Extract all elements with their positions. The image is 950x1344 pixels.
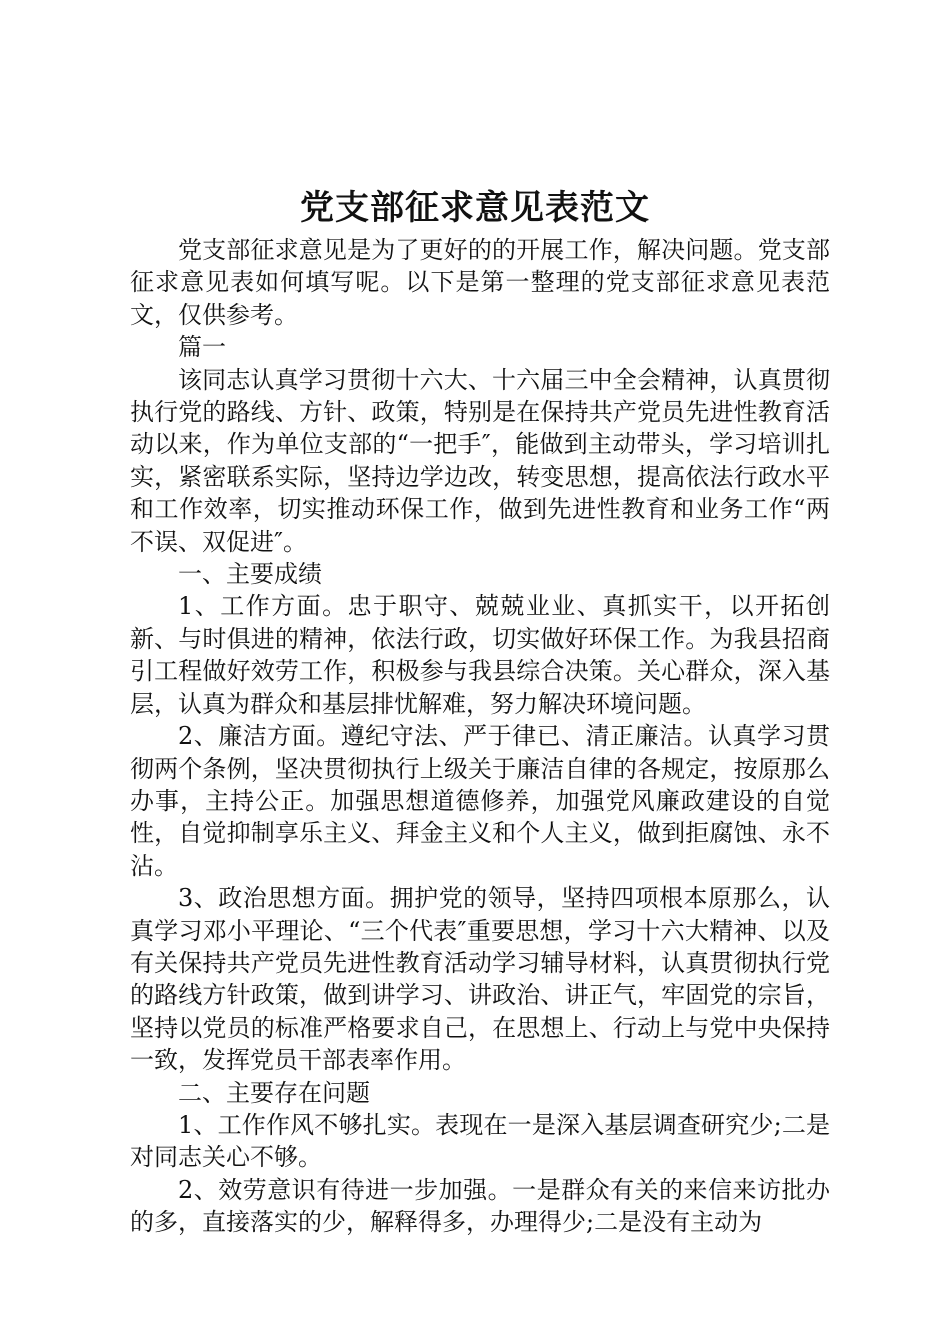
problem-service-paragraph: 2、效劳意识有待进一步加强。一是群众有关的来信来访批办的多，直接落实的少，解释得多，办理得少;二是没有主动为 (130, 1175, 830, 1237)
achievement-integrity-paragraph: 2、廉洁方面。遵纪守法、严于律已、清正廉洁。认真学习贯彻两个条例，坚决贯彻执行上级关于廉洁自律的各规定，按原那么办事，主持公正。加强思想道德修养，加强党风廉政建设的自觉性，自觉抑制享乐主义、拜金主义和个人主义，做到拒腐蚀、永不沾。 (130, 722, 830, 880)
document-title: 党支部征求意见表范文 (300, 188, 650, 228)
achievement-work-paragraph: 1、工作方面。忠于职守、兢兢业业、真抓实干，以开拓创新、与时俱进的精神，依法行政，切实做好环保工作。为我县招商引工程做好效劳工作，积极参与我县综合决策。关心群众，深入基层，认真为群众和基层排忧解难，努力解决环境问题。 (130, 592, 830, 718)
section-heading-part-one: 篇一 (178, 333, 226, 362)
section-heading-achievements: 一、主要成绩 (178, 560, 322, 589)
intro-paragraph: 党支部征求意见是为了更好的的开展工作，解决问题。党支部征求意见表如何填写呢。以下是第一整理的党支部征求意见表范文，仅供参考。 (130, 236, 830, 329)
section-heading-problems: 二、主要存在问题 (178, 1078, 370, 1107)
problem-workstyle-paragraph: 1、工作作风不够扎实。表现在一是深入基层调查研究少;二是对同志关心不够。 (130, 1110, 830, 1172)
document-body (130, 234, 830, 1239)
achievement-political-paragraph: 3、政治思想方面。拥护党的领导，坚持四项根本原那么，认真学习邓小平理论、“三个代表″重要思想，学习十六大精神、以及有关保持共产党员先进性教育活动学习辅导材料，认真贯彻执行党的路线方针政策，做到讲学习、讲政治、讲正气，牢固党的宗旨，坚持以党员的标准严格要求自己，在思想上、行动上与党中央保持一致，发挥党员干部表率作用。 (130, 884, 830, 1075)
summary-paragraph: 该同志认真学习贯彻十六大、十六届三中全会精神，认真贯彻执行党的路线、方针、政策，特别是在保持共产党员先进性教育活动以来，作为单位支部的“一把手″，能做到主动带头，学习培训扎实，紧密联系实际，坚持边学边改，转变思想，提高依法行政水平和工作效率，切实推动环保工作，做到先进性教育和业务工作“两不误、双促进″。 (130, 365, 830, 556)
